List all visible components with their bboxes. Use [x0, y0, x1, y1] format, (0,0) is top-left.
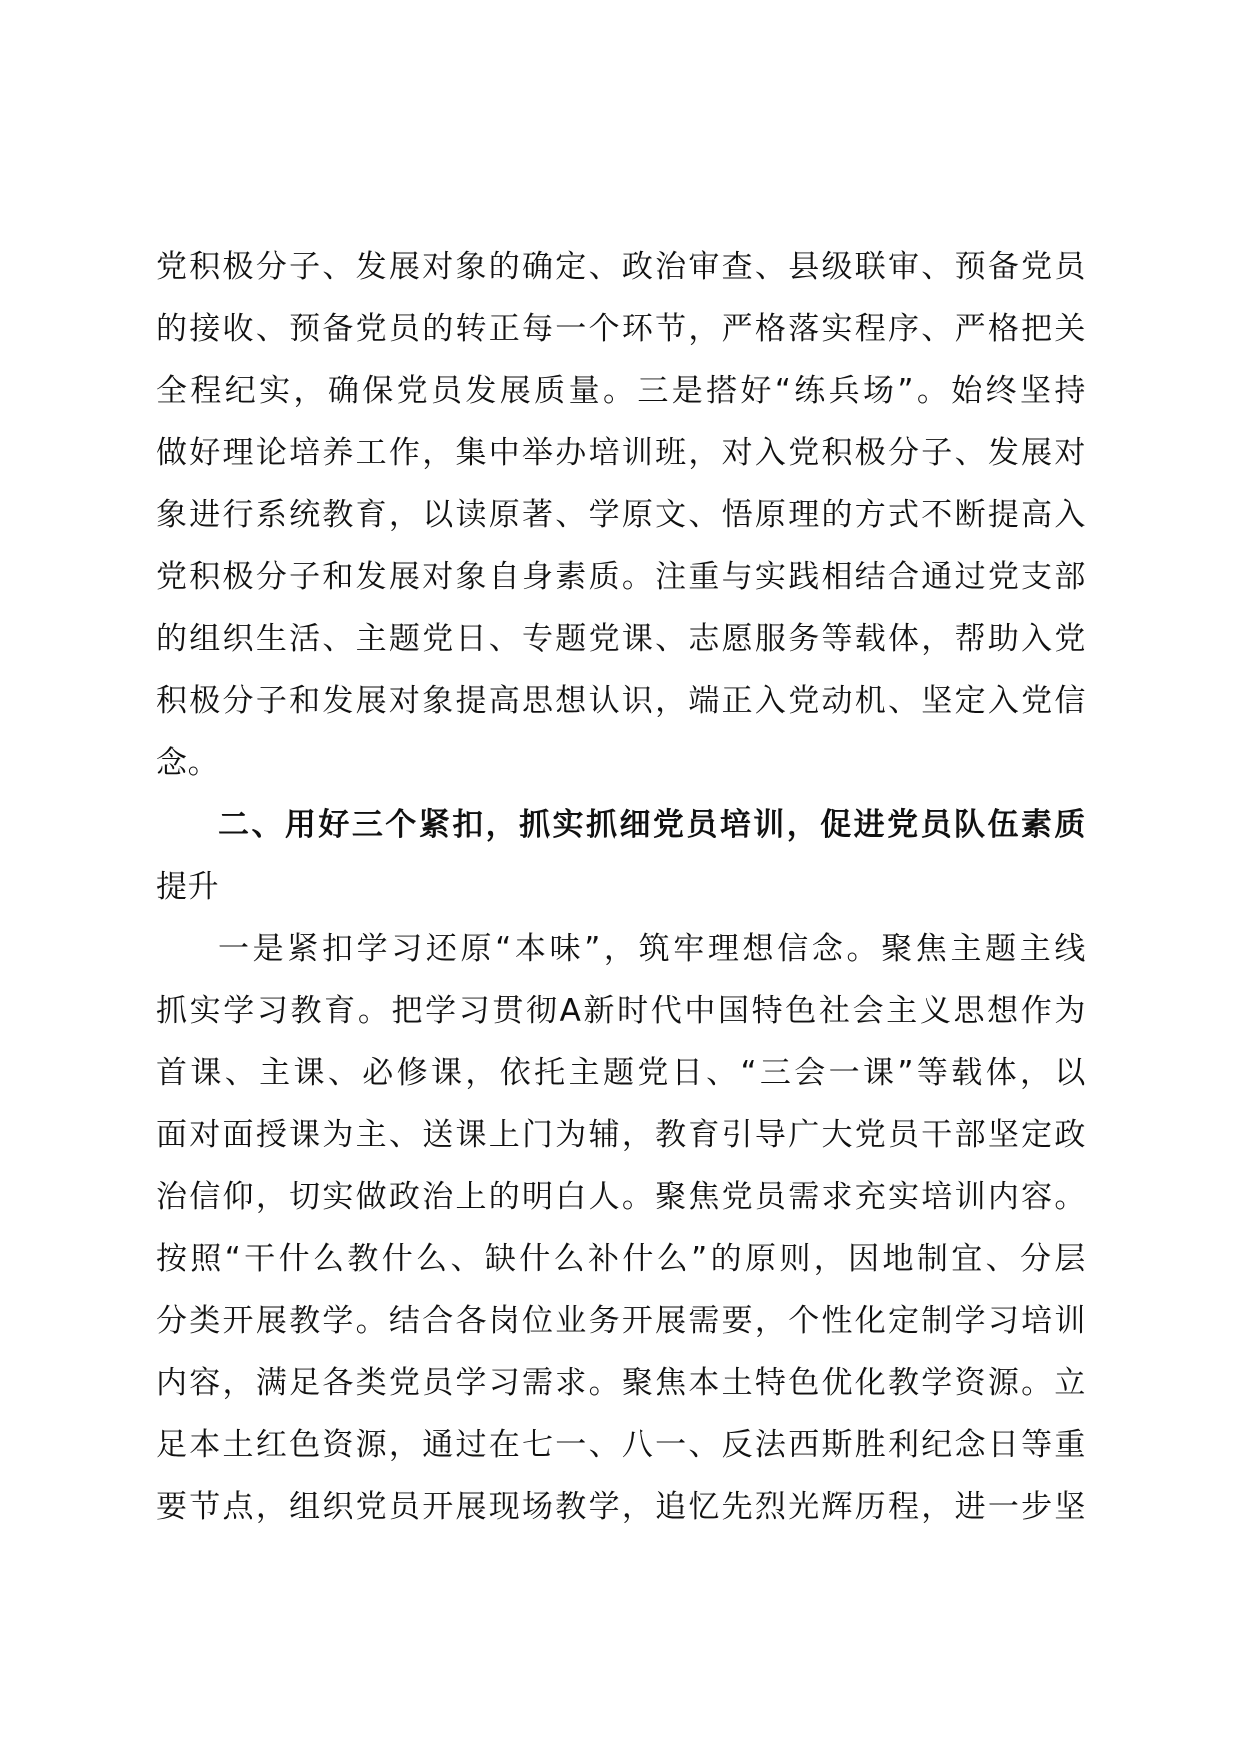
- text-line: 按照“干什么教什么、缺什么补什么”的原则，因地制宜、分层: [156, 1241, 1086, 1277]
- text-line: 象进行系统教育，以读原著、学原文、悟原理的方式不断提高入: [156, 497, 1086, 533]
- text-line: 要节点，组织党员开展现场教学，追忆先烈光辉历程，进一步坚: [156, 1489, 1086, 1525]
- text-line: 抓实学习教育。把学习贯彻A新时代中国特色社会主义思想作为: [156, 993, 1086, 1029]
- section-heading-continuation: 提升: [156, 869, 220, 905]
- text-line: 内容，满足各类党员学习需求。聚焦本土特色优化教学资源。立: [156, 1365, 1086, 1401]
- text-line: 的组织生活、主题党日、专题党课、志愿服务等载体，帮助入党: [156, 621, 1086, 657]
- text-line: 积极分子和发展对象提高思想认识，端正入党动机、坚定入党信: [156, 683, 1086, 719]
- text-line: 念。: [156, 745, 220, 781]
- text-line: 足本土红色资源，通过在七一、八一、反法西斯胜利纪念日等重: [156, 1427, 1086, 1463]
- text-line: 分类开展教学。结合各岗位业务开展需要，个性化定制学习培训: [156, 1303, 1086, 1339]
- text-line: 全程纪实，确保党员发展质量。三是搭好“练兵场”。始终坚持: [156, 373, 1086, 409]
- document-body: [156, 236, 1086, 1538]
- text-line: 党积极分子、发展对象的确定、政治审查、县级联审、预备党员: [156, 249, 1086, 285]
- text-line: 首课、主课、必修课，依托主题党日、“三会一课”等载体，以: [156, 1055, 1086, 1091]
- text-line: 党积极分子和发展对象自身素质。注重与实践相结合通过党支部: [156, 559, 1086, 595]
- section-heading: 二、用好三个紧扣，抓实抓细党员培训，促进党员队伍素质: [218, 807, 1086, 843]
- text-line: 的接收、预备党员的转正每一个环节，严格落实程序、严格把关: [156, 311, 1086, 347]
- text-line: 做好理论培养工作，集中举办培训班，对入党积极分子、发展对: [156, 435, 1086, 471]
- text-line: 面对面授课为主、送课上门为辅，教育引导广大党员干部坚定政: [156, 1117, 1086, 1153]
- text-line: 治信仰，切实做政治上的明白人。聚焦党员需求充实培训内容。: [156, 1179, 1086, 1215]
- paragraph-first-line: 一是紧扣学习还原“本味”，筑牢理想信念。聚焦主题主线: [218, 931, 1086, 967]
